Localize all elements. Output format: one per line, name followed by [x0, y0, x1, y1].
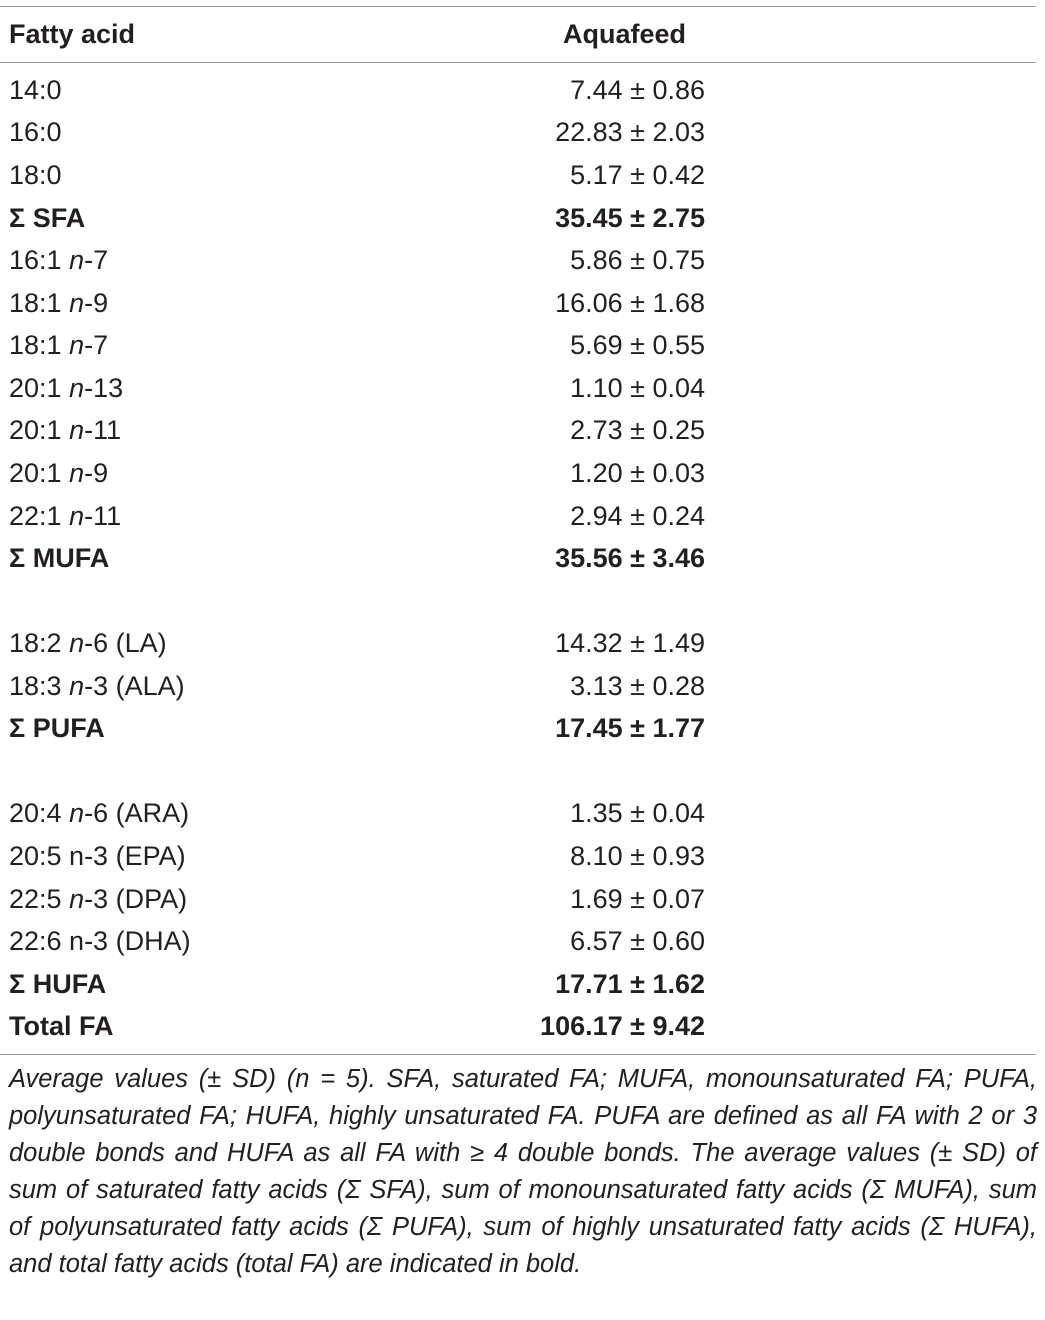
name-prefix: 18:3	[9, 671, 70, 701]
table-row	[0, 879, 1036, 919]
fatty-acid-name	[9, 496, 121, 536]
name-italic: n	[69, 458, 85, 488]
name-italic: n	[69, 415, 85, 445]
name-suffix: -11	[84, 501, 122, 531]
aquafeed-value: 35.45 ± 2.75	[555, 203, 705, 233]
fatty-acid-name	[9, 623, 167, 663]
name-prefix: 22:6 n-3 (DHA)	[9, 926, 191, 956]
fatty-acid-name	[9, 70, 62, 110]
table-row	[0, 112, 1036, 152]
name-prefix: 18:2	[9, 628, 70, 658]
table-row	[0, 666, 1036, 706]
name-prefix: 20:5 n-3 (EPA)	[9, 841, 186, 871]
aquafeed-value: 6.57 ± 0.60	[570, 926, 705, 956]
table-row	[0, 1006, 1036, 1046]
name-prefix: Σ MUFA	[9, 543, 110, 573]
fatty-acid-name	[9, 155, 62, 195]
aquafeed-value: 1.69 ± 0.07	[570, 884, 705, 914]
table-row	[0, 155, 1036, 195]
table-row	[0, 921, 1036, 961]
table-row	[0, 198, 1036, 238]
name-suffix: -9	[84, 288, 109, 318]
aquafeed-value: 2.94 ± 0.24	[570, 501, 705, 531]
name-italic: n	[69, 884, 85, 914]
name-italic: n	[69, 330, 85, 360]
fatty-acid-name	[9, 964, 106, 1004]
bottom-rule	[0, 1054, 1036, 1055]
name-prefix: 20:4	[9, 798, 70, 828]
table-row	[0, 70, 1036, 110]
name-prefix: 18:1	[9, 330, 70, 360]
aquafeed-value: 35.56 ± 3.46	[555, 543, 705, 573]
name-prefix: 20:1	[9, 373, 70, 403]
table-row	[0, 836, 1036, 876]
table-row	[0, 325, 1036, 365]
fatty-acid-name	[9, 538, 109, 578]
header-fatty-acid: Fatty acid	[9, 19, 136, 49]
table-row	[0, 410, 1036, 450]
name-suffix: -9	[84, 458, 109, 488]
table-row	[0, 283, 1036, 323]
name-suffix: -3 (DPA)	[84, 884, 188, 914]
fatty-acid-name	[9, 666, 185, 706]
table-row	[0, 240, 1036, 280]
name-italic: n	[69, 798, 85, 828]
aquafeed-value: 1.10 ± 0.04	[570, 373, 705, 403]
aquafeed-value: 17.71 ± 1.62	[555, 969, 705, 999]
fatty-acid-name	[9, 453, 108, 493]
aquafeed-value: 22.83 ± 2.03	[555, 117, 705, 147]
aquafeed-value: 5.69 ± 0.55	[570, 330, 705, 360]
name-italic: n	[69, 245, 85, 275]
name-suffix: -11	[84, 415, 122, 445]
aquafeed-value: 1.35 ± 0.04	[570, 798, 705, 828]
name-prefix: Σ PUFA	[9, 713, 105, 743]
fatty-acid-name	[9, 921, 191, 961]
header-aquafeed: Aquafeed	[562, 19, 686, 49]
table-row	[0, 964, 1036, 1004]
fatty-acid-name	[9, 708, 105, 748]
name-suffix: -6 (ARA)	[84, 798, 190, 828]
name-prefix: 18:1	[9, 288, 70, 318]
fatty-acid-name	[9, 283, 108, 323]
name-italic: n	[69, 373, 85, 403]
name-prefix: 18:0	[9, 160, 62, 190]
name-prefix: 14:0	[9, 75, 62, 105]
table-row	[0, 453, 1036, 493]
table-header	[0, 14, 1036, 54]
name-prefix: 16:1	[9, 245, 70, 275]
fatty-acid-name	[9, 240, 108, 280]
aquafeed-value: 5.86 ± 0.75	[570, 245, 705, 275]
table-row	[0, 496, 1036, 536]
aquafeed-value: 1.20 ± 0.03	[570, 458, 705, 488]
name-prefix: Total FA	[9, 1011, 114, 1041]
name-prefix: 16:0	[9, 117, 62, 147]
aquafeed-value: 8.10 ± 0.93	[570, 841, 705, 871]
aquafeed-value: 3.13 ± 0.28	[570, 671, 705, 701]
fatty-acid-name	[9, 112, 62, 152]
name-italic: n	[69, 288, 85, 318]
aquafeed-value: 5.17 ± 0.42	[570, 160, 705, 190]
fatty-acid-name	[9, 793, 189, 833]
table-footnote: Average values (± SD) (n = 5). SFA, saturated FA; MUFA, monounsaturated FA; PUFA, polyunsaturated FA; HUFA, highly unsaturated FA. PUFA are defined as all FA with 2 or 3 double bonds and HUFA as all FA with ≥ 4 double bonds. The average values (± SD) of sum of saturated fatty acids (Σ SFA), sum of monounsaturated fatty acids (Σ MUFA), sum of polyunsaturated fatty acids (Σ PUFA), sum of highly unsaturated fatty acids (Σ HUFA), and total fatty acids (total FA) are indicated in bold.	[9, 1065, 1037, 1278]
name-prefix: 22:1	[9, 501, 70, 531]
fatty-acid-name	[9, 325, 108, 365]
header-rule	[0, 62, 1036, 63]
name-suffix: -6 (LA)	[84, 628, 167, 658]
table-row	[0, 538, 1036, 578]
name-suffix: -3 (ALA)	[84, 671, 185, 701]
name-prefix: 20:1	[9, 458, 70, 488]
table-row	[0, 368, 1036, 408]
top-rule	[0, 6, 1036, 7]
name-suffix: -7	[84, 245, 109, 275]
aquafeed-value: 7.44 ± 0.86	[570, 75, 705, 105]
fatty-acid-name	[9, 836, 186, 876]
name-suffix: -7	[84, 330, 109, 360]
name-suffix: -13	[84, 373, 124, 403]
fatty-acid-name	[9, 1006, 114, 1046]
name-prefix: Σ HUFA	[9, 969, 107, 999]
fatty-acid-name	[9, 879, 187, 919]
aquafeed-value: 17.45 ± 1.77	[555, 713, 705, 743]
fatty-acid-name	[9, 368, 123, 408]
name-italic: n	[69, 671, 85, 701]
aquafeed-value: 14.32 ± 1.49	[555, 628, 705, 658]
table-row	[0, 623, 1036, 663]
name-italic: n	[69, 501, 85, 531]
aquafeed-value: 106.17 ± 9.42	[540, 1011, 705, 1041]
fatty-acid-name	[9, 410, 121, 450]
name-prefix: 20:1	[9, 415, 70, 445]
name-prefix: 22:5	[9, 884, 70, 914]
name-italic: n	[69, 628, 85, 658]
fatty-acid-name	[9, 198, 85, 238]
aquafeed-value: 2.73 ± 0.25	[570, 415, 705, 445]
aquafeed-value: 16.06 ± 1.68	[555, 288, 705, 318]
table-row	[0, 793, 1036, 833]
name-prefix: Σ SFA	[9, 203, 86, 233]
table-row	[0, 708, 1036, 748]
